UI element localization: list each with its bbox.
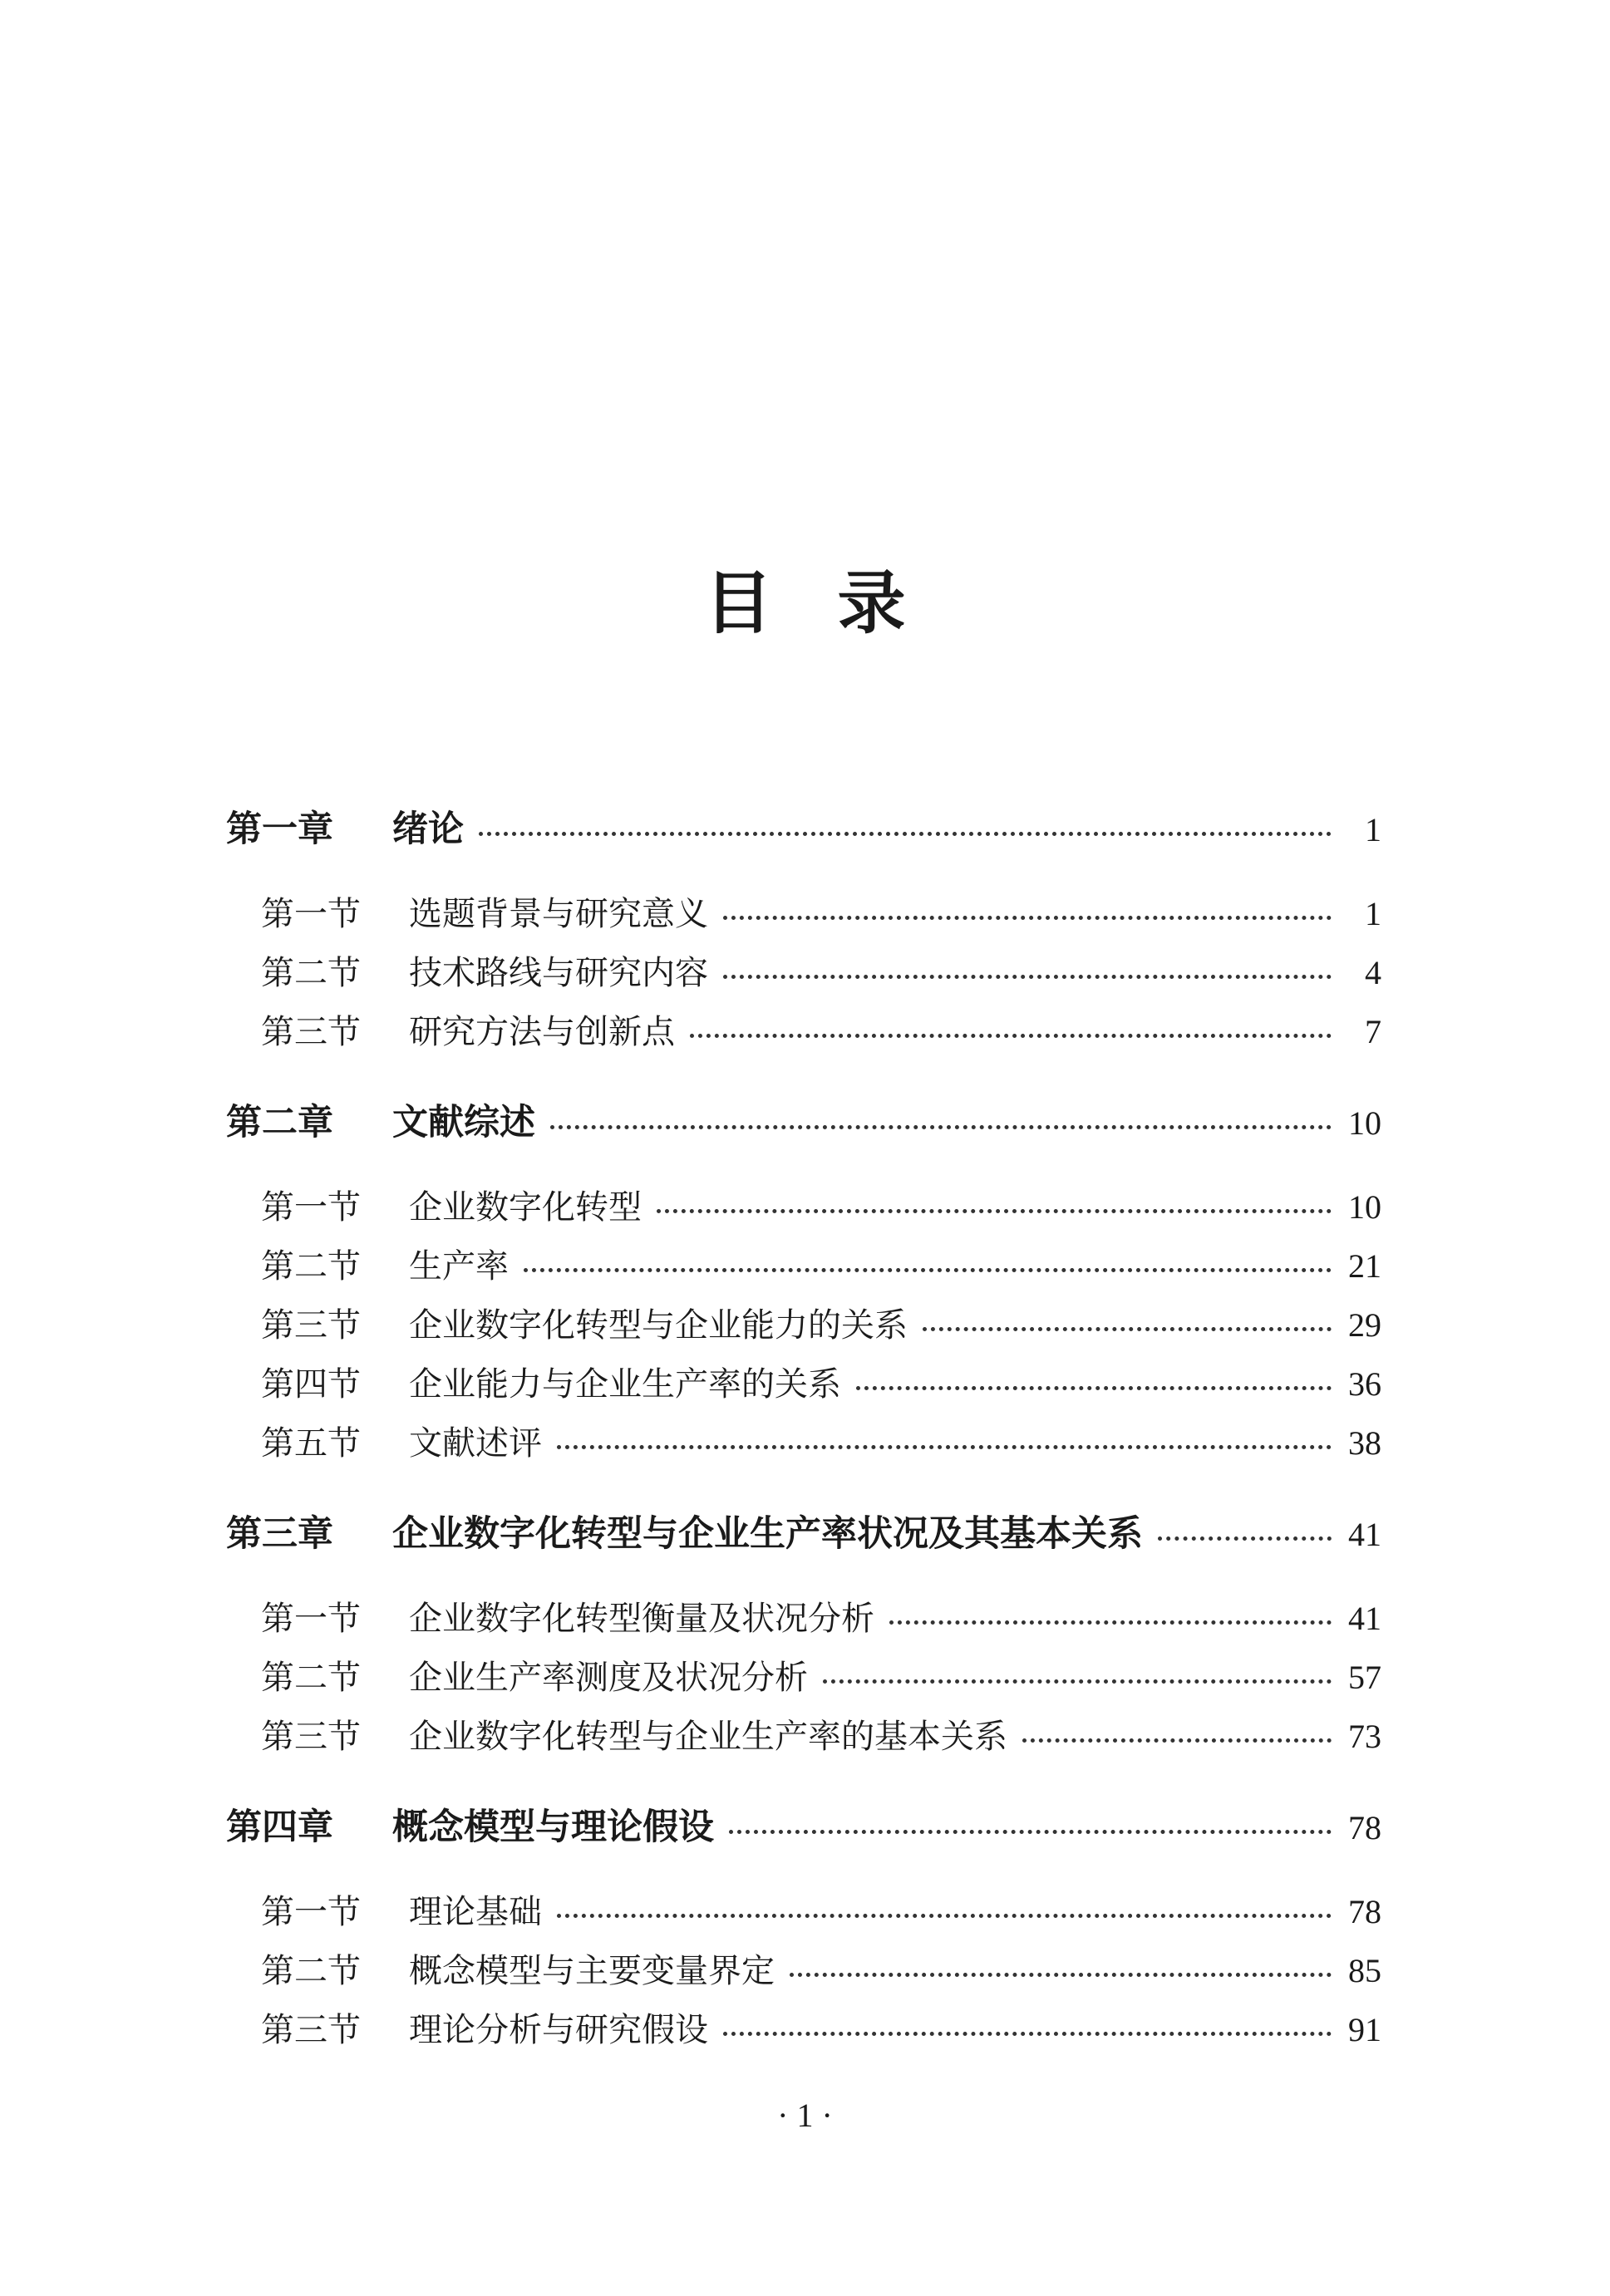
toc-section-title: 理论分析与研究假设 <box>409 2011 708 2049</box>
toc-chapter-title: 文献综述 <box>392 1102 535 1143</box>
toc-chapter-number: 第一章 <box>226 809 333 850</box>
toc-section[interactable] <box>261 1651 1381 1699</box>
toc-section-title: 文献述评 <box>409 1424 542 1463</box>
toc-section-title: 选题背景与研究意义 <box>409 895 708 933</box>
toc-section-number: 第二节 <box>261 1659 361 1697</box>
dot-leader <box>557 1881 1332 1918</box>
dot-leader <box>856 1353 1332 1390</box>
toc-section-number: 第二节 <box>261 1952 361 1990</box>
page-number-footer: · 1 · <box>777 2097 833 2134</box>
dot-leader <box>729 1794 1332 1834</box>
toc-section[interactable] <box>261 1710 1381 1758</box>
toc-section[interactable] <box>261 1592 1381 1640</box>
toc-section-number: 第三节 <box>261 2011 361 2049</box>
toc-section-title: 企业数字化转型 <box>409 1188 642 1227</box>
toc-section-number: 第三节 <box>261 1306 361 1345</box>
toc-section-title: 生产率 <box>409 1247 509 1286</box>
toc-page-number: 21 <box>1348 1247 1381 1285</box>
toc-section[interactable] <box>261 887 1381 935</box>
toc-section-number: 第一节 <box>261 1600 361 1638</box>
toc-section[interactable] <box>261 1358 1381 1405</box>
toc-chapter-title: 概念模型与理论假设 <box>392 1807 714 1848</box>
dot-leader <box>823 1646 1332 1684</box>
toc-section-title: 概念模型与主要变量界定 <box>409 1952 775 1990</box>
toc-page-number: 41 <box>1348 1600 1381 1637</box>
toc-page-number: 7 <box>1365 1013 1381 1050</box>
dot-leader <box>723 942 1332 979</box>
toc-section-number: 第二节 <box>261 954 361 992</box>
toc-section[interactable] <box>261 1417 1381 1464</box>
toc-section[interactable] <box>261 946 1381 994</box>
toc-page-number: 10 <box>1348 1188 1381 1226</box>
toc-section[interactable] <box>261 1181 1381 1228</box>
toc-section-number: 第五节 <box>261 1424 361 1463</box>
toc-chapter-3[interactable] <box>226 1506 1381 1556</box>
toc-section[interactable] <box>261 1240 1381 1287</box>
toc-chapter-4[interactable] <box>226 1799 1381 1850</box>
toc-section-number: 第三节 <box>261 1718 361 1756</box>
dot-leader <box>479 796 1332 836</box>
toc-section[interactable] <box>261 1005 1381 1053</box>
dot-leader <box>723 1999 1332 2036</box>
dot-leader <box>550 1089 1332 1129</box>
toc-section-number: 第一节 <box>261 895 361 933</box>
toc-chapter-2[interactable] <box>226 1094 1381 1145</box>
toc-section-title: 企业数字化转型与企业生产率的基本关系 <box>409 1718 1007 1756</box>
toc-page-number: 41 <box>1348 1516 1381 1553</box>
toc-page-number: 1 <box>1365 811 1381 848</box>
toc-section-number: 第一节 <box>261 1893 361 1931</box>
toc-page-number: 36 <box>1348 1365 1381 1403</box>
toc-section-number: 第三节 <box>261 1013 361 1051</box>
toc-page-number: 85 <box>1348 1952 1381 1989</box>
toc-section[interactable] <box>261 1299 1381 1346</box>
toc-page-number: 91 <box>1348 2011 1381 2048</box>
toc-chapter-title: 企业数字化转型与企业生产率状况及其基本关系 <box>392 1513 1143 1555</box>
toc-section-title: 企业生产率测度及状况分析 <box>409 1659 808 1697</box>
toc-chapter-number: 第四章 <box>226 1807 333 1848</box>
toc-section[interactable] <box>261 1944 1381 1992</box>
toc-page-number: 38 <box>1348 1424 1381 1462</box>
dot-leader <box>524 1235 1332 1272</box>
toc-section-title: 理论基础 <box>409 1893 542 1931</box>
toc-section-title: 企业能力与企业生产率的关系 <box>409 1365 841 1404</box>
dot-leader <box>657 1176 1332 1213</box>
toc-chapter-1[interactable] <box>226 801 1381 852</box>
dot-leader <box>1022 1705 1332 1743</box>
toc-chapter-number: 第三章 <box>226 1513 333 1555</box>
dot-leader <box>690 1001 1332 1038</box>
toc-page-number: 29 <box>1348 1306 1381 1344</box>
dot-leader <box>889 1587 1332 1625</box>
toc-section-title: 技术路线与研究内容 <box>409 954 708 992</box>
toc-page-number: 10 <box>1348 1104 1381 1142</box>
toc-section-title: 企业数字化转型与企业能力的关系 <box>409 1306 908 1345</box>
toc-section-number: 第二节 <box>261 1247 361 1286</box>
toc-section-number: 第一节 <box>261 1188 361 1227</box>
toc-chapter-number: 第二章 <box>226 1102 333 1143</box>
toc-page-number: 78 <box>1348 1809 1381 1846</box>
toc-section-title: 企业数字化转型衡量及状况分析 <box>409 1600 874 1638</box>
dot-leader <box>923 1294 1332 1331</box>
dot-leader <box>723 883 1332 920</box>
page-title: 目录 <box>704 563 971 643</box>
toc-section-title: 研究方法与创新点 <box>409 1013 675 1051</box>
toc-page-number: 1 <box>1365 895 1381 932</box>
toc-page-number: 4 <box>1365 954 1381 991</box>
dot-leader <box>790 1940 1332 1977</box>
toc-page-number: 57 <box>1348 1659 1381 1696</box>
dot-leader <box>1158 1501 1332 1541</box>
dot-leader <box>557 1412 1332 1449</box>
toc-page-number: 73 <box>1348 1718 1381 1755</box>
toc-section[interactable] <box>261 2003 1381 2051</box>
toc-chapter-title: 绪论 <box>392 809 464 850</box>
toc-section[interactable] <box>261 1885 1381 1933</box>
toc-page-number: 78 <box>1348 1893 1381 1930</box>
toc-section-number: 第四节 <box>261 1365 361 1404</box>
